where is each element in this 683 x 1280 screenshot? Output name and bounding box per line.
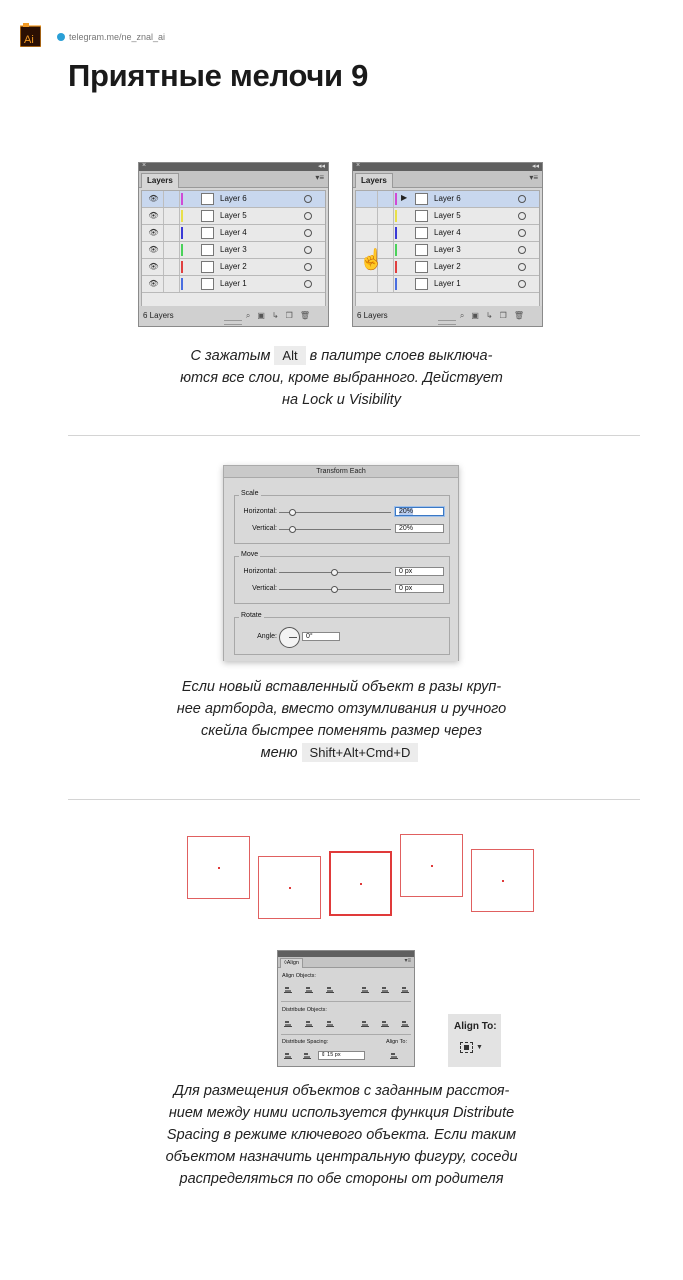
horizontal-distribute-space-icon[interactable] bbox=[303, 1052, 311, 1059]
target-circle-icon[interactable] bbox=[304, 246, 312, 254]
vertical-label: Vertical: bbox=[252, 585, 277, 592]
move-vertical-field[interactable]: 0 px bbox=[395, 584, 444, 593]
caption-text: на Lock и Visibility bbox=[282, 392, 401, 408]
new-layer-icon[interactable]: ❐ bbox=[499, 311, 507, 320]
column-divider bbox=[377, 276, 378, 292]
distribute-spacing-label: Distribute Spacing: bbox=[282, 1039, 329, 1045]
distribute-left-icon[interactable] bbox=[361, 1020, 369, 1027]
column-divider bbox=[179, 276, 180, 292]
caption-distribute-spacing bbox=[0, 1080, 683, 1190]
visibility-eye-icon[interactable] bbox=[359, 279, 376, 289]
center-point bbox=[289, 887, 291, 889]
column-divider bbox=[179, 242, 180, 258]
visibility-eye-icon[interactable]: 👁 bbox=[148, 262, 159, 271]
visibility-eye-icon[interactable] bbox=[359, 194, 376, 204]
new-sublayer-icon[interactable]: ↳ bbox=[485, 311, 493, 320]
layer-name: Layer 5 bbox=[220, 211, 247, 220]
column-divider bbox=[163, 259, 164, 275]
locate-object-icon[interactable]: ⌕ bbox=[459, 311, 465, 320]
layers-panel-after bbox=[352, 162, 543, 327]
align-right-icon[interactable] bbox=[326, 986, 334, 993]
caption-transform-each bbox=[0, 676, 683, 764]
caption-text: в палитре слоев выключа- bbox=[309, 348, 493, 364]
layer-row[interactable] bbox=[356, 276, 539, 293]
vertical-label: Vertical: bbox=[252, 525, 277, 532]
key-object-icon[interactable] bbox=[460, 1042, 473, 1053]
center-point bbox=[360, 883, 362, 885]
tab-layers[interactable]: Layers bbox=[355, 173, 393, 188]
target-circle-icon[interactable] bbox=[518, 263, 526, 271]
spacing-field[interactable]: ⇕ 15 px bbox=[318, 1051, 365, 1060]
layer-row[interactable] bbox=[356, 191, 539, 208]
center-point bbox=[502, 880, 504, 882]
layer-row[interactable] bbox=[142, 208, 325, 225]
telegram-icon bbox=[57, 33, 65, 41]
column-divider bbox=[393, 276, 394, 292]
slider-knob[interactable] bbox=[289, 509, 296, 516]
column-divider bbox=[179, 225, 180, 241]
panel-menu-icon[interactable]: ▾≡ bbox=[529, 173, 538, 182]
column-divider bbox=[163, 276, 164, 292]
column-divider bbox=[179, 259, 180, 275]
resize-grip[interactable] bbox=[224, 320, 242, 325]
caption-text: объектом назначить центральную фигуру, соседи bbox=[165, 1149, 518, 1165]
angle-field[interactable]: 0° bbox=[302, 632, 340, 641]
caption-text: распределяться по обе стороны от родителя bbox=[179, 1171, 504, 1187]
caption-text: меню bbox=[260, 745, 298, 761]
move-vertical-slider[interactable] bbox=[279, 589, 391, 590]
move-group bbox=[234, 551, 450, 604]
group-title: Scale bbox=[241, 490, 259, 497]
layer-thumbnail bbox=[415, 227, 428, 239]
column-divider bbox=[393, 225, 394, 241]
layer-thumbnail bbox=[415, 278, 428, 290]
layer-name: Layer 6 bbox=[434, 194, 461, 203]
tab-align[interactable]: ◊Align bbox=[280, 958, 303, 968]
column-divider bbox=[377, 208, 378, 224]
target-circle-icon[interactable] bbox=[518, 280, 526, 288]
column-divider bbox=[163, 191, 164, 207]
slider-knob[interactable] bbox=[289, 526, 296, 533]
visibility-eye-icon[interactable]: 👁 bbox=[148, 245, 159, 254]
layer-thumbnail bbox=[201, 227, 214, 239]
target-circle-icon[interactable] bbox=[304, 280, 312, 288]
layers-list bbox=[141, 190, 326, 307]
page-title: Приятные мелочи 9 bbox=[68, 58, 369, 93]
layer-name: Layer 3 bbox=[220, 245, 247, 254]
layer-color-swatch bbox=[181, 261, 183, 273]
caption-text: нее артборда, вместо отзумливания и ручного bbox=[176, 701, 507, 717]
field-value: 20% bbox=[399, 508, 414, 515]
caption-text: Для размещения объектов с заданным расстоя- bbox=[173, 1083, 510, 1099]
align-to-label: Align To: bbox=[386, 1039, 407, 1045]
telegram-link[interactable] bbox=[57, 32, 165, 42]
divider bbox=[68, 435, 640, 436]
layer-row[interactable] bbox=[356, 225, 539, 242]
column-divider bbox=[377, 225, 378, 241]
tab-layers[interactable]: Layers bbox=[141, 173, 179, 188]
layer-color-swatch bbox=[395, 210, 397, 222]
scale-vertical-field[interactable]: 20% bbox=[395, 524, 444, 533]
align-horizontal-center-icon[interactable] bbox=[305, 986, 313, 993]
target-circle-icon[interactable] bbox=[304, 263, 312, 271]
angle-label: Angle: bbox=[257, 633, 277, 640]
distribute-vertical-center-icon[interactable] bbox=[305, 1020, 313, 1027]
locate-object-icon[interactable]: ⌕ bbox=[245, 311, 251, 320]
telegram-channel-text: telegram.me/ne_znal_ai bbox=[69, 32, 166, 42]
key-object-square bbox=[329, 851, 392, 916]
target-circle-icon[interactable] bbox=[304, 212, 312, 220]
layer-name: Layer 6 bbox=[220, 194, 247, 203]
layer-name: Layer 1 bbox=[220, 279, 247, 288]
layer-thumbnail bbox=[415, 210, 428, 222]
caption-text: Если новый вставленный объект в разы круп- bbox=[181, 679, 502, 695]
layer-color-swatch bbox=[395, 227, 397, 239]
layer-name: Layer 2 bbox=[434, 262, 461, 271]
center-point bbox=[431, 865, 433, 867]
angle-dial[interactable] bbox=[279, 627, 300, 648]
square-object bbox=[400, 834, 463, 897]
rotate-group bbox=[234, 612, 450, 655]
align-left-icon[interactable] bbox=[284, 986, 292, 993]
key-shortcut: Shift+Alt+Cmd+D bbox=[302, 743, 419, 762]
distribute-bottom-icon[interactable] bbox=[326, 1020, 334, 1027]
distribute-objects-label: Distribute Objects: bbox=[282, 1007, 327, 1013]
column-divider bbox=[393, 191, 394, 207]
horizontal-label: Horizontal: bbox=[243, 568, 277, 575]
layer-thumbnail bbox=[201, 261, 214, 273]
target-circle-icon[interactable] bbox=[518, 246, 526, 254]
layer-thumbnail bbox=[201, 278, 214, 290]
layer-row[interactable] bbox=[142, 259, 325, 276]
field-value: 15 px bbox=[327, 1052, 341, 1058]
caption-text: ются все слои, кроме выбранного. Действует bbox=[180, 370, 503, 386]
distribute-horizontal-center-icon[interactable] bbox=[381, 1020, 389, 1027]
slider-knob[interactable] bbox=[331, 586, 338, 593]
column-divider bbox=[393, 208, 394, 224]
center-point bbox=[218, 867, 220, 869]
align-to-zoom bbox=[448, 1014, 501, 1067]
layer-color-swatch bbox=[181, 193, 183, 205]
visibility-eye-icon[interactable]: 👁 bbox=[148, 279, 159, 288]
chevron-down-icon[interactable]: ▼ bbox=[476, 1044, 483, 1051]
column-divider bbox=[393, 259, 394, 275]
layer-name: Layer 4 bbox=[434, 228, 461, 237]
visibility-eye-icon[interactable]: 👁 bbox=[148, 211, 159, 220]
layer-count: 6 Layers bbox=[357, 311, 388, 320]
layer-row[interactable] bbox=[142, 225, 325, 242]
target-circle-icon[interactable] bbox=[304, 195, 312, 203]
dialog-title: Transform Each bbox=[224, 466, 458, 478]
align-objects-label: Align Objects: bbox=[282, 973, 316, 979]
column-divider bbox=[393, 242, 394, 258]
layer-thumbnail bbox=[201, 210, 214, 222]
scale-horizontal-field[interactable] bbox=[395, 507, 444, 516]
svg-text:Ai: Ai bbox=[24, 34, 34, 46]
divider bbox=[68, 799, 640, 800]
visibility-eye-icon[interactable]: 👁 bbox=[148, 228, 159, 237]
layer-name: Layer 5 bbox=[434, 211, 461, 220]
scale-vertical-slider[interactable] bbox=[279, 529, 391, 530]
align-to-dropdown-icon[interactable] bbox=[390, 1052, 398, 1059]
illustrator-logo bbox=[20, 23, 41, 47]
target-circle-icon[interactable] bbox=[518, 195, 526, 203]
move-horizontal-slider[interactable] bbox=[279, 572, 391, 573]
square-object bbox=[187, 836, 250, 899]
layer-color-swatch bbox=[395, 278, 397, 290]
group-title: Move bbox=[241, 551, 259, 558]
caption-text: С зажатым bbox=[190, 348, 271, 364]
layer-color-swatch bbox=[181, 210, 183, 222]
panel-menu-icon[interactable]: ▾≡ bbox=[404, 958, 411, 964]
layer-row[interactable] bbox=[142, 191, 325, 208]
layer-thumbnail bbox=[415, 193, 428, 205]
square-object bbox=[471, 849, 534, 912]
column-divider bbox=[179, 191, 180, 207]
expand-triangle-icon[interactable]: ▶ bbox=[401, 193, 408, 202]
column-divider bbox=[377, 191, 378, 207]
target-circle-icon[interactable] bbox=[518, 229, 526, 237]
align-panel bbox=[277, 950, 415, 1067]
layer-thumbnail bbox=[201, 193, 214, 205]
clipping-mask-icon[interactable]: ▣ bbox=[257, 311, 265, 320]
group-title: Rotate bbox=[241, 612, 262, 619]
target-circle-icon[interactable] bbox=[518, 212, 526, 220]
align-vertical-center-icon[interactable] bbox=[381, 986, 389, 993]
new-layer-icon[interactable]: ❐ bbox=[285, 311, 293, 320]
tab-label: Align bbox=[286, 960, 299, 966]
scale-group bbox=[234, 490, 450, 544]
collapse-icon[interactable]: ◂◂ bbox=[531, 163, 539, 170]
layer-color-swatch bbox=[395, 193, 397, 205]
caption-text: скейла быстрее поменять размер через bbox=[201, 723, 482, 739]
column-divider bbox=[163, 208, 164, 224]
horizontal-label: Horizontal: bbox=[243, 508, 277, 515]
new-sublayer-icon[interactable]: ↳ bbox=[271, 311, 279, 320]
layer-name: Layer 3 bbox=[434, 245, 461, 254]
layer-color-swatch bbox=[181, 227, 183, 239]
caption-text: нием между ними используется функция Distribute bbox=[168, 1105, 515, 1121]
layer-name: Layer 4 bbox=[220, 228, 247, 237]
trash-icon[interactable]: 🗑 bbox=[513, 311, 524, 320]
trash-icon[interactable]: 🗑 bbox=[299, 311, 310, 320]
layer-color-swatch bbox=[181, 278, 183, 290]
visibility-eye-icon[interactable] bbox=[359, 211, 376, 221]
key-alt: Alt bbox=[274, 346, 305, 365]
layer-thumbnail bbox=[201, 244, 214, 256]
target-circle-icon[interactable] bbox=[304, 229, 312, 237]
align-bottom-icon[interactable] bbox=[401, 986, 409, 993]
slider-knob[interactable] bbox=[331, 569, 338, 576]
layer-name: Layer 1 bbox=[434, 279, 461, 288]
clipping-mask-icon[interactable]: ▣ bbox=[471, 311, 479, 320]
layer-thumbnail bbox=[415, 261, 428, 273]
panel-menu-icon[interactable]: ▾≡ bbox=[315, 173, 324, 182]
visibility-eye-icon[interactable] bbox=[359, 228, 376, 238]
layer-color-swatch bbox=[395, 261, 397, 273]
caption-alt-layers bbox=[0, 345, 683, 411]
distribute-right-icon[interactable] bbox=[401, 1020, 409, 1027]
close-icon[interactable]: × bbox=[142, 162, 147, 169]
column-divider bbox=[163, 242, 164, 258]
hand-cursor-icon: ☝ bbox=[359, 249, 384, 271]
layer-row[interactable] bbox=[142, 276, 325, 293]
layer-color-swatch bbox=[395, 244, 397, 256]
layer-row[interactable] bbox=[356, 208, 539, 225]
column-divider bbox=[163, 225, 164, 241]
collapse-icon[interactable]: ◂◂ bbox=[317, 163, 325, 170]
align-to-label: Align To: bbox=[454, 1021, 497, 1032]
align-top-icon[interactable] bbox=[361, 986, 369, 993]
scale-horizontal-slider[interactable] bbox=[279, 512, 391, 513]
square-object bbox=[258, 856, 321, 919]
distribute-top-icon[interactable] bbox=[284, 1020, 292, 1027]
caption-text: Spacing в режиме ключевого объекта. Если таким bbox=[166, 1127, 517, 1143]
column-divider bbox=[179, 208, 180, 224]
layer-row[interactable] bbox=[142, 242, 325, 259]
close-icon[interactable]: × bbox=[356, 162, 361, 169]
visibility-eye-icon[interactable]: 👁 bbox=[148, 194, 159, 203]
resize-grip[interactable] bbox=[438, 320, 456, 325]
layer-thumbnail bbox=[415, 244, 428, 256]
vertical-distribute-space-icon[interactable] bbox=[284, 1052, 292, 1059]
layer-name: Layer 2 bbox=[220, 262, 247, 271]
layer-color-swatch bbox=[181, 244, 183, 256]
layer-count: 6 Layers bbox=[143, 311, 174, 320]
transform-each-dialog bbox=[223, 465, 459, 661]
move-horizontal-field[interactable]: 0 px bbox=[395, 567, 444, 576]
layers-panel-before bbox=[138, 162, 329, 327]
